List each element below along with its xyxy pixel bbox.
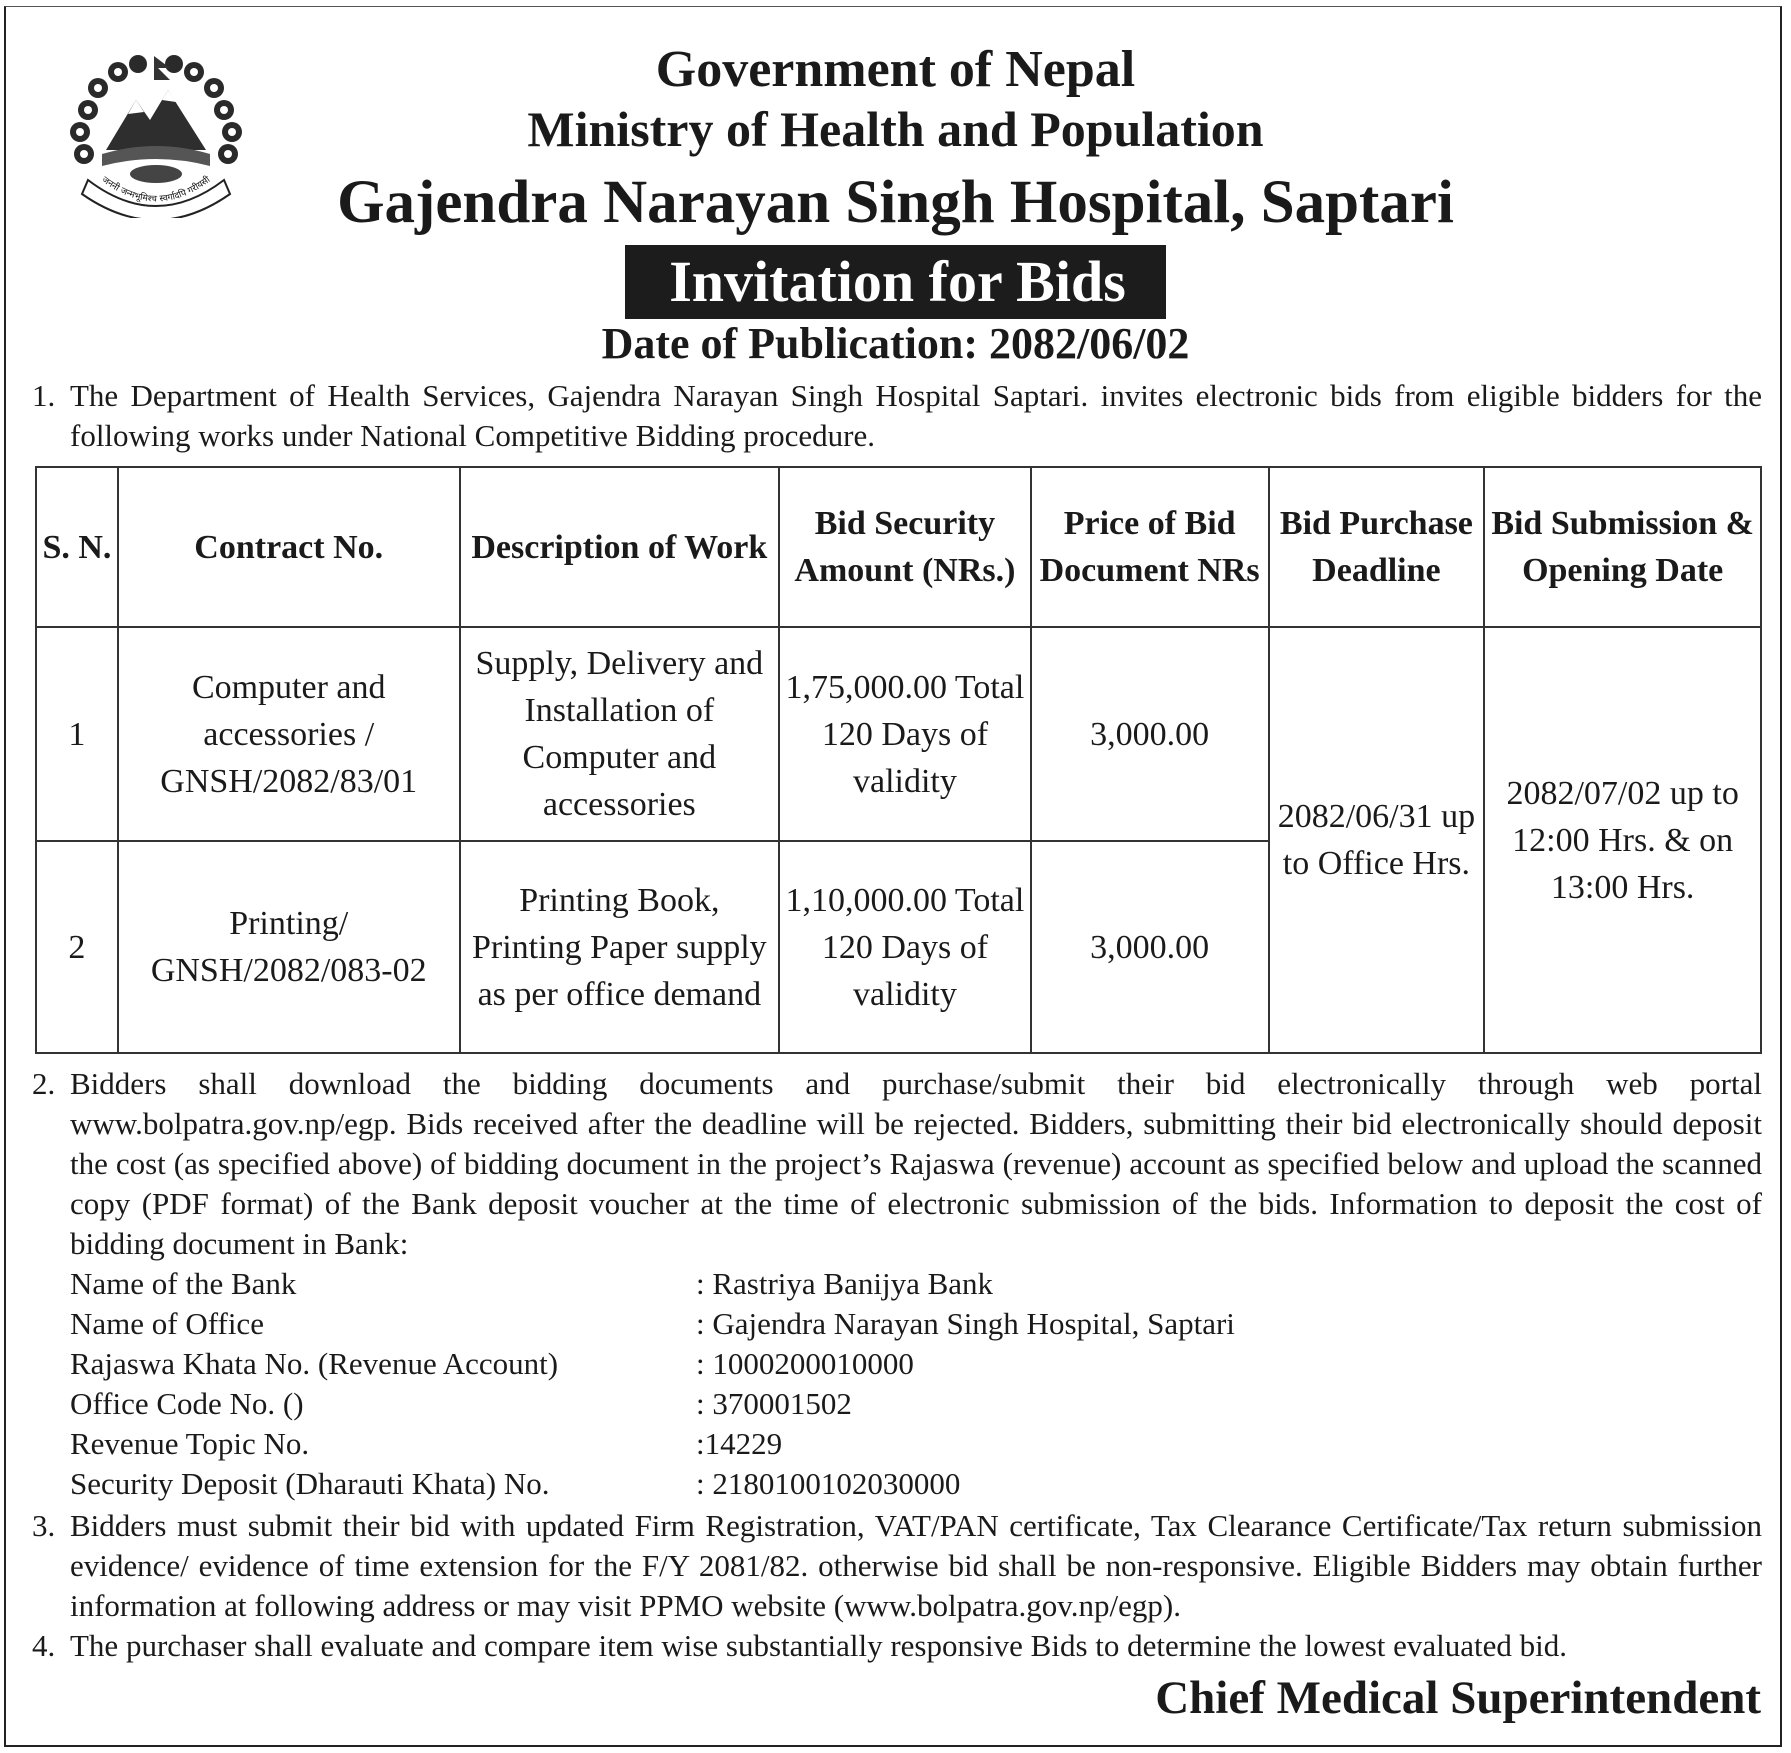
bank-row: [70, 1344, 1470, 1384]
cell-security: 1,10,000.00 Total 120 Days of validity: [779, 841, 1031, 1053]
bank-value: : Rastriya Banijya Bank: [696, 1266, 994, 1301]
bank-value: : 370001502: [696, 1386, 852, 1421]
cell-description: Supply, Delivery and Installation of Computer and accessories: [460, 627, 779, 841]
bank-label: Name of Office: [70, 1306, 264, 1341]
bank-row: [70, 1384, 1470, 1424]
header-purchase-deadline: Bid Purchase Deadline: [1269, 467, 1485, 627]
cell-description: Printing Book, Printing Paper supply as per office demand: [460, 841, 779, 1053]
paragraph-2: [32, 1064, 1762, 1264]
cell-contract: Printing/ GNSH/2082/083-02: [118, 841, 460, 1053]
bank-row: [70, 1304, 1470, 1344]
cell-security: 1,75,000.00 Total 120 Days of validity: [779, 627, 1031, 841]
header-sn: S. N.: [36, 467, 118, 627]
signature-title: Chief Medical Superintendent: [1155, 1672, 1761, 1724]
paragraph-1: [32, 376, 1762, 456]
bank-row: [70, 1464, 1470, 1504]
header-price: Price of Bid Document NRs: [1031, 467, 1269, 627]
cell-purchase-deadline: 2082/06/31 up to Office Hrs.: [1269, 627, 1485, 1053]
publication-date: Date of Publication: 2082/06/02: [601, 319, 1190, 368]
header-description: Description of Work: [460, 467, 779, 627]
government-title: Government of Nepal: [655, 41, 1136, 98]
paragraph-number: 2.: [32, 1066, 56, 1101]
bids-table: [35, 466, 1762, 1054]
paragraph-number: 1.: [32, 378, 56, 413]
cell-submission-date: 2082/07/02 up to 12:00 Hrs. & on 13:00 Hrs.: [1484, 627, 1761, 1053]
paragraph-text: Bidders shall download the bidding documents and purchase/submit their bid electronically through web portal www.bolpatra.gov.np/egp. Bids received after the deadline will be rejected. Bidders, submitting their bid electronically should deposit the cost (as specified above) of bidding document in the project’s Rajaswa (revenue) account as specified below and upload the scanned copy (PDF format) of the Bank deposit voucher at the time of electronic submission of the bids. Information to deposit the cost of bidding document in Bank:: [70, 1066, 1762, 1261]
table-row: [36, 627, 1761, 841]
table-header-row: [36, 467, 1761, 627]
svg-text:जननी जन्मभूमिश्च स्वर्गादपि गर: जननी जन्मभूमिश्च स्वर्गादपि गरीयसी: [99, 175, 213, 205]
bank-label: Office Code No. (): [70, 1386, 304, 1421]
bank-details: [70, 1264, 1470, 1504]
paragraph-text: Bidders must submit their bid with updated Firm Registration, VAT/PAN certificate, Tax Clearance Certificate/Tax return submission evidence/ evidence of time extension for the F/Y 2081/82. otherwise bid shall be non-responsive. Eligible Bidders may obtain further information at following address or may visit PPMO website (www.bolpatra.gov.np/egp).: [70, 1508, 1762, 1623]
paragraph-number: 4.: [32, 1628, 56, 1663]
paragraph-text: The purchaser shall evaluate and compare item wise substantially responsive Bids to determine the lowest evaluated bid.: [70, 1628, 1568, 1663]
cell-sn: 2: [36, 841, 118, 1053]
ministry-title: Ministry of Health and Population: [527, 101, 1264, 157]
cell-price: 3,000.00: [1031, 841, 1269, 1053]
invitation-banner: Invitation for Bids: [625, 245, 1166, 319]
paragraph-number: 3.: [32, 1508, 56, 1543]
cell-sn: 1: [36, 627, 118, 841]
bank-label: Name of the Bank: [70, 1266, 297, 1301]
header-contract-no: Contract No.: [118, 467, 460, 627]
paragraph-3: [32, 1506, 1762, 1626]
bank-value: :14229: [696, 1426, 783, 1461]
bank-label: Revenue Topic No.: [70, 1426, 310, 1461]
bank-row: [70, 1264, 1470, 1304]
bank-value: : 1000200010000: [696, 1346, 914, 1381]
paragraph-text: The Department of Health Services, Gajendra Narayan Singh Hospital Saptari. invites electronic bids from eligible bidders for the following works under National Competitive Bidding procedure.: [70, 378, 1762, 453]
header-bid-security: Bid Security Amount (NRs.): [779, 467, 1031, 627]
bank-row: [70, 1424, 1470, 1464]
header-submission-date: Bid Submission & Opening Date: [1484, 467, 1761, 627]
bank-label: Rajaswa Khata No. (Revenue Account): [70, 1346, 559, 1381]
hospital-title: Gajendra Narayan Singh Hospital, Saptari: [337, 169, 1454, 236]
bank-value: : Gajendra Narayan Singh Hospital, Saptari: [696, 1306, 1235, 1341]
cell-contract: Computer and accessories / GNSH/2082/83/01: [118, 627, 460, 841]
paragraph-4: [32, 1626, 1762, 1666]
bank-value: : 2180100102030000: [696, 1466, 961, 1501]
bank-label: Security Deposit (Dharauti Khata) No.: [70, 1466, 550, 1501]
cell-price: 3,000.00: [1031, 627, 1269, 841]
